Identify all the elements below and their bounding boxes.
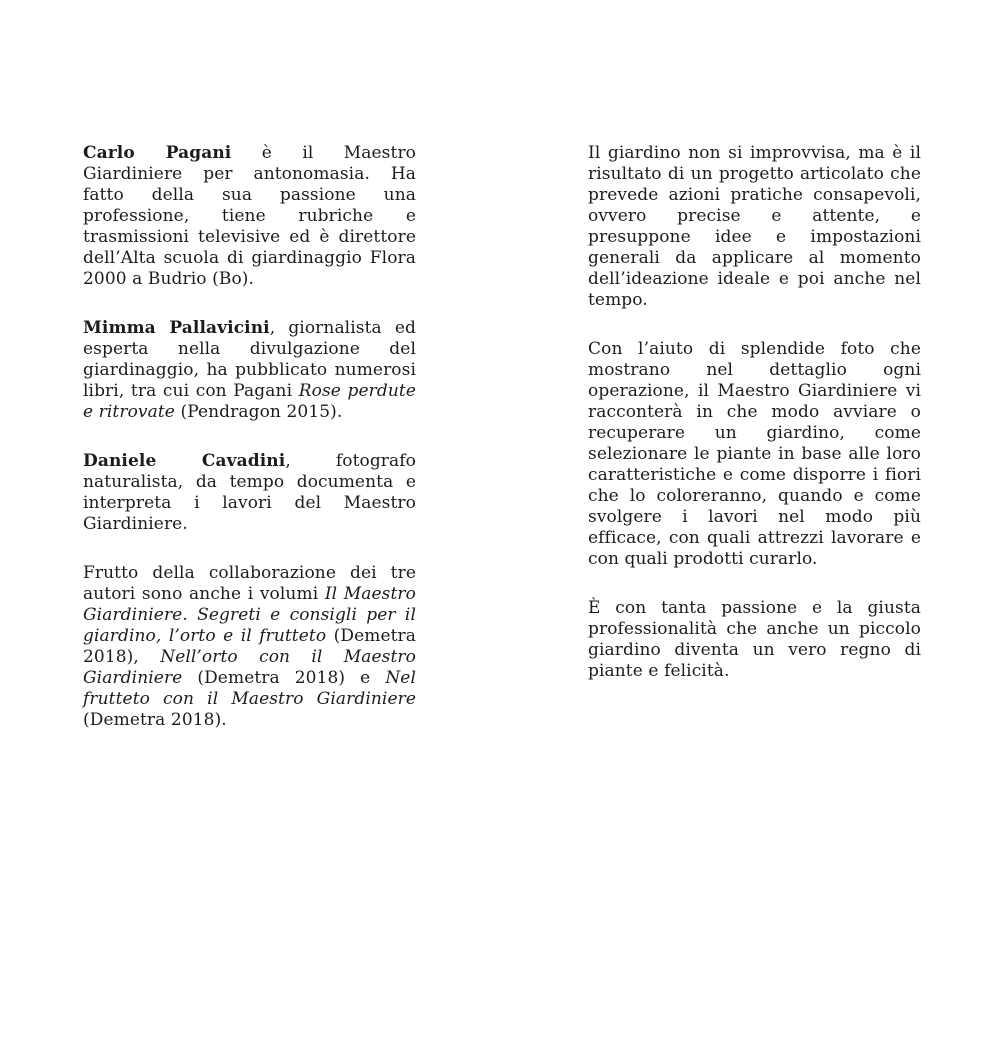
text-segment: (Pendragon 2015). bbox=[174, 402, 343, 422]
description-paragraph-1 bbox=[588, 143, 921, 311]
author-bio-carlo-pagani bbox=[83, 143, 416, 290]
text-segment: Con l’aiuto di splendide foto che mostrano nel dettaglio ogni operazione, il Maestro Giardiniere vi racconterà in che modo avviare o recuperare un giardino, come selezionare le piante in base alle loro caratteristiche e come disporre i fiori che lo coloreranno, quando e come svolgere i lavori nel modo più efficace, con quali attrezzi lavorare e con quali prodotti curarlo. bbox=[588, 339, 921, 569]
text-segment: Il giardino non si improvvisa, ma è il risultato di un progetto articolato che prevede azioni pratiche consapevoli, ovvero precise e attente, e presuppone idee e impostazioni generali da applicare al momento dell’ideazione ideale e poi anche nel tempo. bbox=[588, 143, 921, 310]
author-bio-mimma-pallavicini bbox=[83, 318, 416, 423]
description-paragraph-3 bbox=[588, 598, 921, 682]
book-title-italic: Nel frutteto con il Maestro Giardiniere bbox=[83, 668, 416, 709]
text-segment: (Demetra 2018), bbox=[83, 626, 416, 667]
text-segment: , giornalista ed esperta nella divulgazione del giardinaggio, ha pubblicato numerosi libri, tra cui con Pagani bbox=[83, 318, 416, 401]
text-segment: È con tanta passione e la giusta professionalità che anche un piccolo giardino diventa un vero regno di piante e felicità. bbox=[588, 598, 921, 681]
author-name-bold: Mimma Pallavicini bbox=[83, 318, 270, 338]
author-name-bold: Daniele Cavadini bbox=[83, 451, 286, 471]
authors-column bbox=[83, 143, 416, 759]
text-segment: (Demetra 2018) e bbox=[182, 668, 386, 688]
description-column bbox=[588, 143, 921, 759]
book-title-italic: Il Maestro Giardiniere. Segreti e consigli per il giardino, l’orto e il frutteto bbox=[83, 584, 416, 646]
text-segment: (Demetra 2018). bbox=[83, 710, 227, 730]
description-paragraph-2 bbox=[588, 339, 921, 570]
author-name-bold: Carlo Pagani bbox=[83, 143, 232, 163]
book-title-italic: Nell’orto con il Maestro Giardiniere bbox=[83, 647, 416, 688]
text-segment: Frutto della collaborazione dei tre autori sono anche i volumi bbox=[83, 563, 416, 604]
text-segment: , fotografo naturalista, da tempo documenta e interpreta i lavori del Maestro Giardiniere. bbox=[83, 451, 416, 534]
other-works-paragraph bbox=[83, 563, 416, 731]
book-title-italic: Rose perdute e ritrovate bbox=[83, 381, 417, 422]
author-bio-daniele-cavadini bbox=[83, 451, 416, 535]
text-segment: è il Maestro Giardiniere per antonomasia. Ha fatto della sua passione una professione, tiene rubriche e trasmissioni televisive ed è direttore dell’Alta scuola di giardinaggio Flora 2000 a Budrio (Bo). bbox=[83, 143, 417, 289]
